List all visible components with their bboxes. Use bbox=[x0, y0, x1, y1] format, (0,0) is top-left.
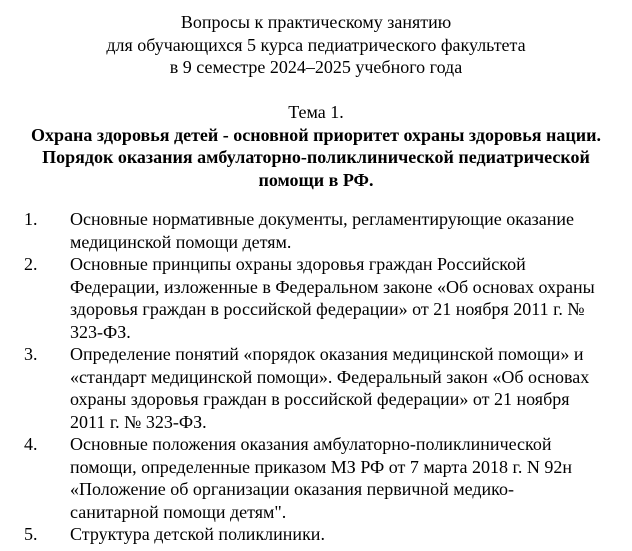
question-line: медицинской помощи детям. bbox=[70, 231, 292, 252]
document-header bbox=[0, 11, 632, 79]
question-text bbox=[70, 523, 632, 546]
question-item bbox=[0, 343, 632, 433]
topic-number: Тема 1. bbox=[288, 102, 344, 122]
question-line: Основные положения оказания амбулаторно-поликлинической bbox=[70, 434, 552, 454]
topic-title-line: Охрана здоровья детей - основной приоритет охраны здоровья нации. bbox=[31, 124, 601, 145]
question-list bbox=[0, 208, 632, 546]
question-line: «стандарт медицинской помощи». Федеральный закон «Об основах bbox=[70, 366, 590, 387]
question-line: Основные принципы охраны здоровья граждан Российской bbox=[70, 254, 526, 274]
topic-title bbox=[0, 124, 632, 192]
question-number: 5. bbox=[24, 524, 38, 544]
question-item bbox=[0, 523, 632, 546]
question-line: 2011 г. № 323-ФЗ. bbox=[70, 411, 207, 432]
question-line: охраны здоровья граждан в российской федерации» от 21 ноября bbox=[70, 389, 570, 409]
question-item bbox=[0, 433, 632, 523]
question-number: 3. bbox=[24, 344, 38, 364]
question-text bbox=[70, 253, 632, 343]
topic-title-line: помощи в РФ. bbox=[258, 169, 374, 190]
question-item bbox=[0, 208, 632, 253]
question-line: Основные нормативные документы, регламентирующие оказание bbox=[70, 209, 575, 229]
question-text bbox=[70, 208, 632, 253]
header-line-2: для обучающихся 5 курса педиатрического факультета bbox=[106, 34, 526, 55]
question-item bbox=[0, 253, 632, 343]
question-line: Определение понятий «порядок оказания медицинской помощи» и bbox=[70, 344, 584, 364]
question-line: Структура детской поликлиники. bbox=[70, 524, 325, 544]
header-line-1: Вопросы к практическому занятию bbox=[180, 12, 452, 32]
question-line: Федерации, изложенные в Федеральном законе «Об основах охраны bbox=[70, 276, 595, 297]
question-number: 2. bbox=[24, 254, 38, 274]
header-line-3: в 9 семестре 2024–2025 учебного года bbox=[169, 57, 463, 77]
question-line: санитарной помощи детям". bbox=[70, 501, 287, 522]
question-number: 1. bbox=[24, 209, 38, 229]
question-text bbox=[70, 433, 632, 523]
question-line: помощи, определенные приказом МЗ РФ от 7 марта 2018 г. N 92н bbox=[70, 456, 572, 477]
question-line: 323-ФЗ. bbox=[70, 321, 131, 342]
question-line: здоровья граждан в российской федерации» от 21 ноября 2011 г. № bbox=[70, 299, 585, 319]
question-line: «Положение об организации оказания первичной медико- bbox=[70, 479, 514, 499]
topic-title-line: Порядок оказания амбулаторно-поликлинической педиатрической bbox=[42, 147, 590, 167]
question-text bbox=[70, 343, 632, 433]
topic-block bbox=[0, 101, 632, 191]
question-number: 4. bbox=[24, 434, 38, 454]
